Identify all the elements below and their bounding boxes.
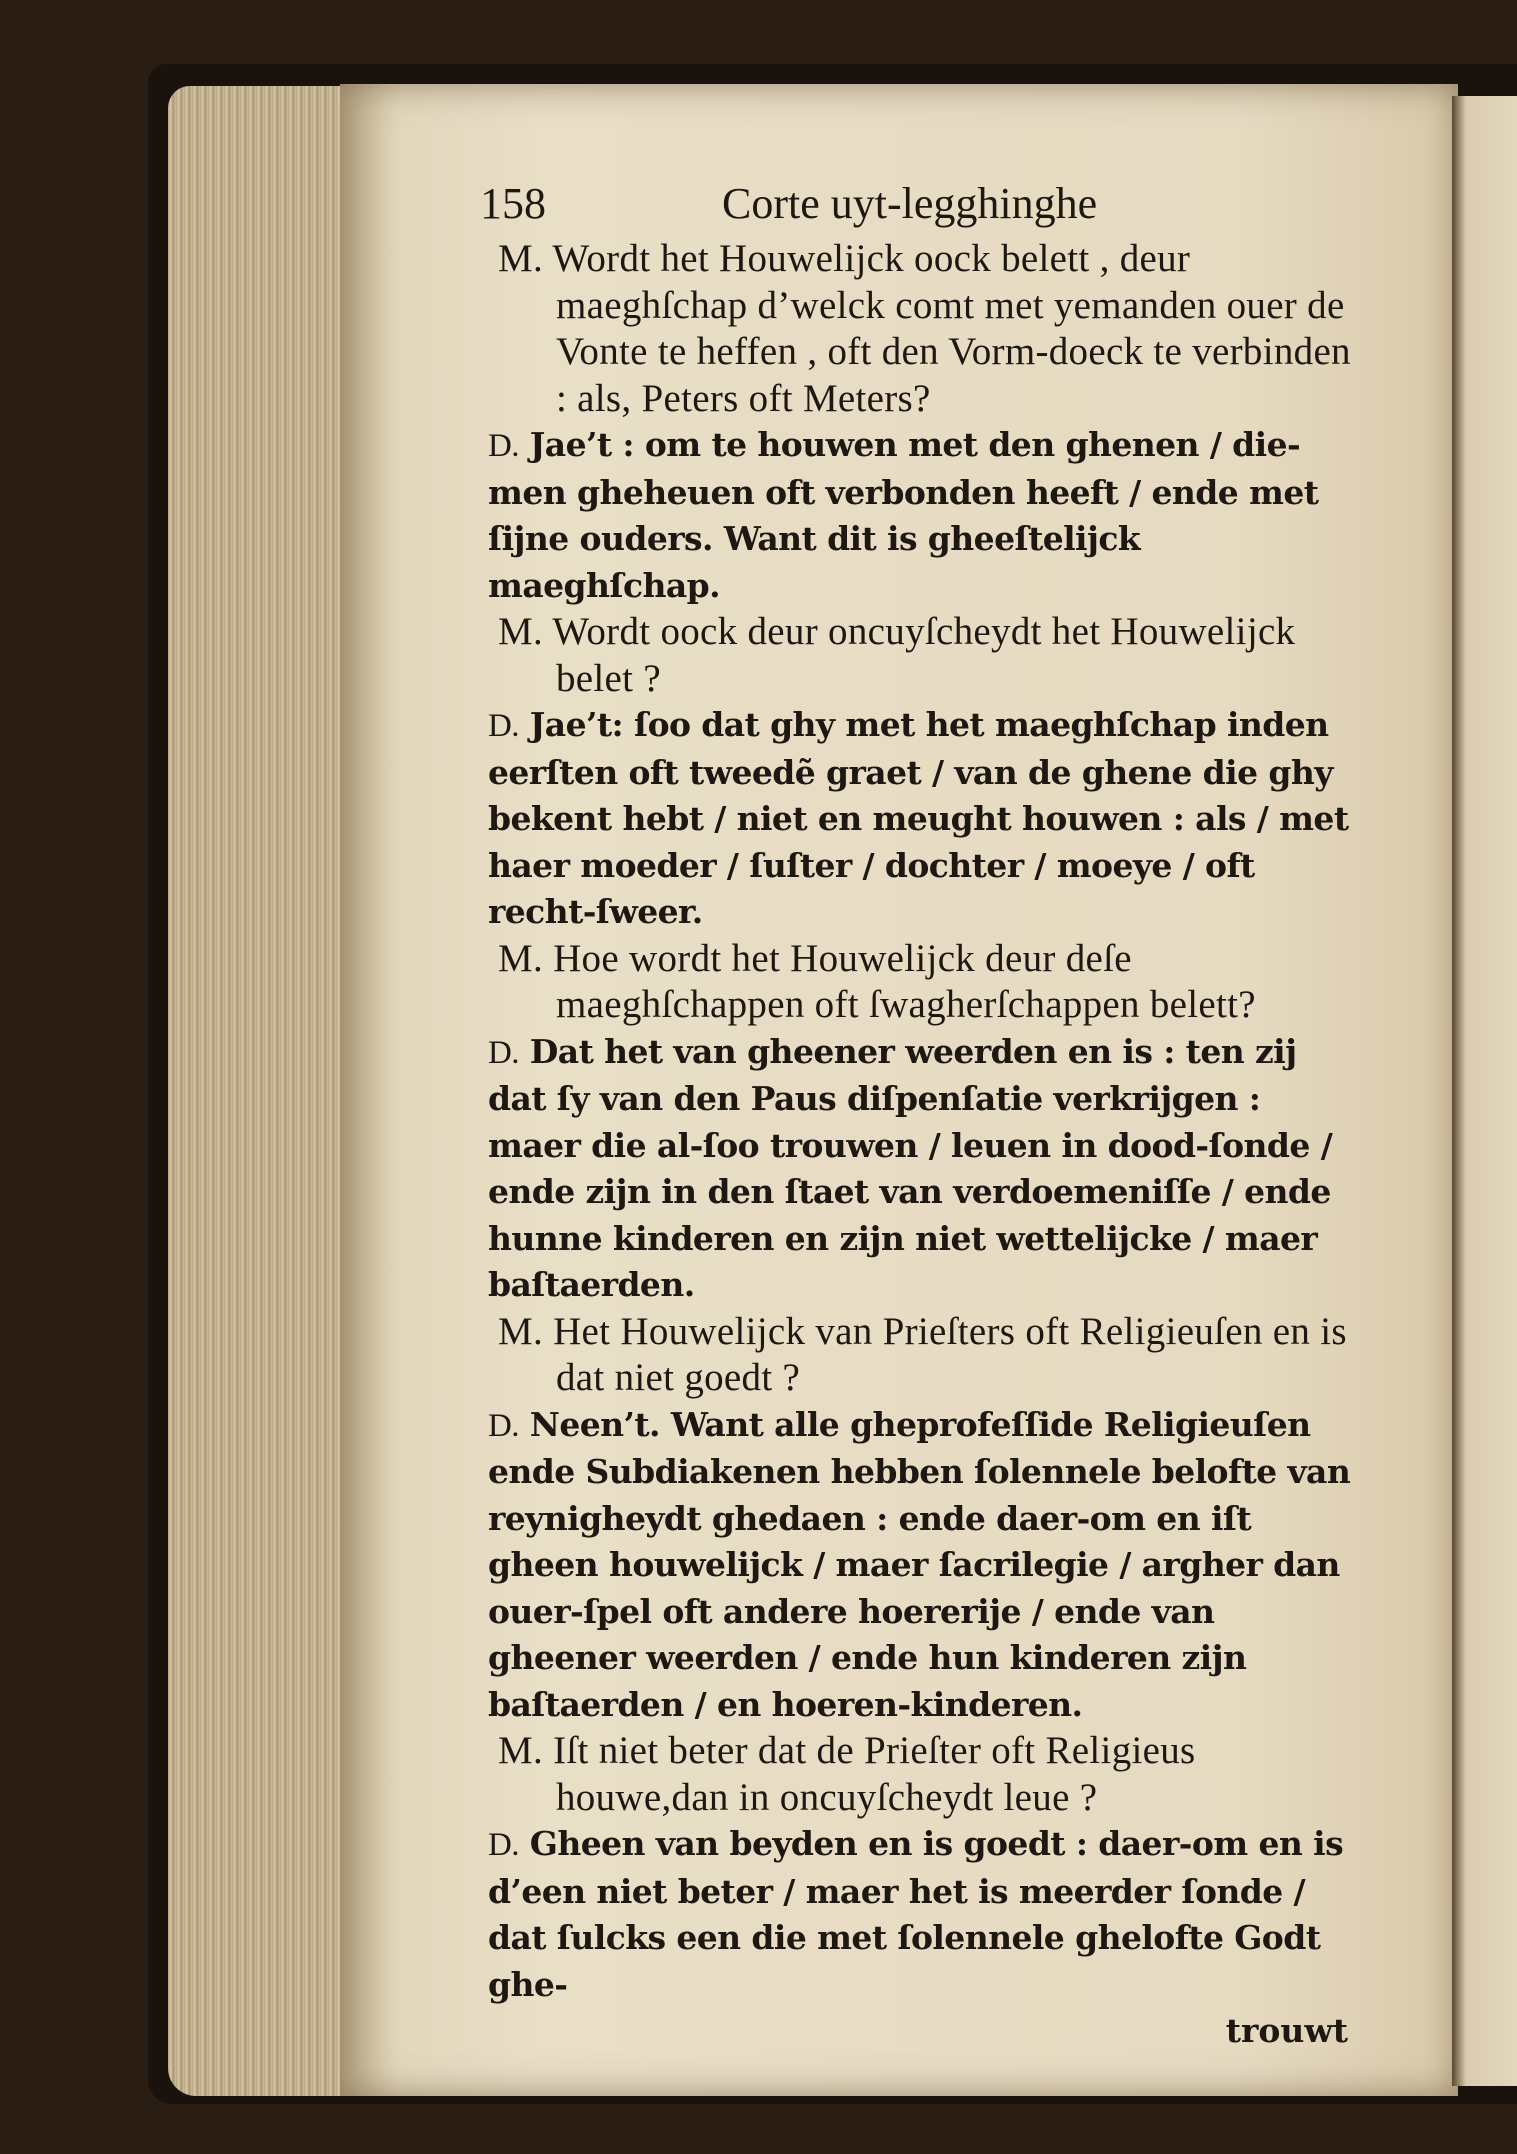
question-text: Iſt niet beter dat de Prieſter oft Religieus houwe,dan in oncuyſcheydt leue ? [553,1729,1196,1819]
answer-4 [470,1402,1360,1729]
speaker-label: M. [498,610,544,653]
speaker-label: D. [488,708,519,744]
question-5 [470,1728,1360,1821]
page-number: 158 [480,179,546,228]
answer-text: Jae’t: ſoo dat ghy met het maeghſchap inden eerſten oft tweedẽ graet / van de ghene die ghy bekent hebt / niet en meught houwen : als / met haer moeder / ſuſter / dochter / moeye / oft recht-ſweer. [488,705,1349,931]
page-edges [168,86,358,2096]
answer-text: Jae’t : om te houwen met den ghenen / die-men gheheuen oft verbonden heeft / ende met ſijne ouders. Want dit is gheeſtelijck maeghſchap. [488,425,1319,605]
question-2 [470,609,1360,702]
facing-page-edge [1452,96,1517,2086]
question-1 [470,236,1360,422]
speaker-label: D. [488,1827,519,1863]
catchword: trouwt [1225,2011,1348,2050]
question-text: Hoe wordt het Houwelijck deur deſe maeghſchappen oft ſwagherſchappen belett? [553,936,1256,1026]
answer-3 [470,1029,1360,1309]
speaker-label: M. [498,1309,544,1353]
answer-2 [470,702,1360,936]
speaker-label: D. [488,428,519,464]
question-text: Het Houwelijck van Prieſters oft Religieuſen en is dat niet goedt ? [553,1309,1347,1399]
speaker-label: M. [498,237,544,280]
answer-5 [470,1821,1360,2008]
question-text: Wordt het Houwelijck oock belett , deur maeghſchap d’welck comt met yemanden ouer de Vonte te heffen , oft den Vorm-doeck te verbinden : als, Peters oft Meters? [552,237,1351,420]
answer-text: Dat het van gheener weerden en is : ten zij dat ſy van den Paus diſpenſatie verkrijgen : maer die al-ſoo trouwen / leuen in dood-ſonde / ende zijn in den ſtaet van verdoemeniſſe / ende hunne kinderen en zijn niet wettelijcke / maer baſtaerden. [488,1031,1333,1304]
speaker-label: M. [498,936,544,980]
running-title: Corte uyt-legghinghe [722,179,1098,228]
question-text: Wordt oock deur oncuyſcheydt het Houwelijck belet ? [552,610,1296,700]
speaker-label: M. [498,1729,544,1772]
question-4 [470,1309,1360,1402]
answer-text: Neen’t. Want alle gheprofeſſide Religieuſen ende Subdiakenen hebben ſolennele belofte van reynigheydt ghedaen : ende daer-om en iſt gheen houwelijck / maer ſacrilegie / argher dan ouer-ſpel oft andere hoererije / ende van gheener weerden / ende hun kinderen zijn baſtaerden / en hoeren-kinderen. [488,1404,1351,1724]
page-header [470,172,1360,236]
answer-text: Gheen van beyden en is goedt : daer-om en is d’een niet beter / maer het is meerder ſonde / dat ſulcks een die met ſolennele ghelofte Godt ghe- [488,1824,1344,2004]
answer-1 [470,422,1360,609]
question-3 [470,936,1360,1029]
page-text-block [470,172,1360,2055]
speaker-label: D. [488,1407,519,1444]
speaker-label: D. [488,1034,519,1071]
